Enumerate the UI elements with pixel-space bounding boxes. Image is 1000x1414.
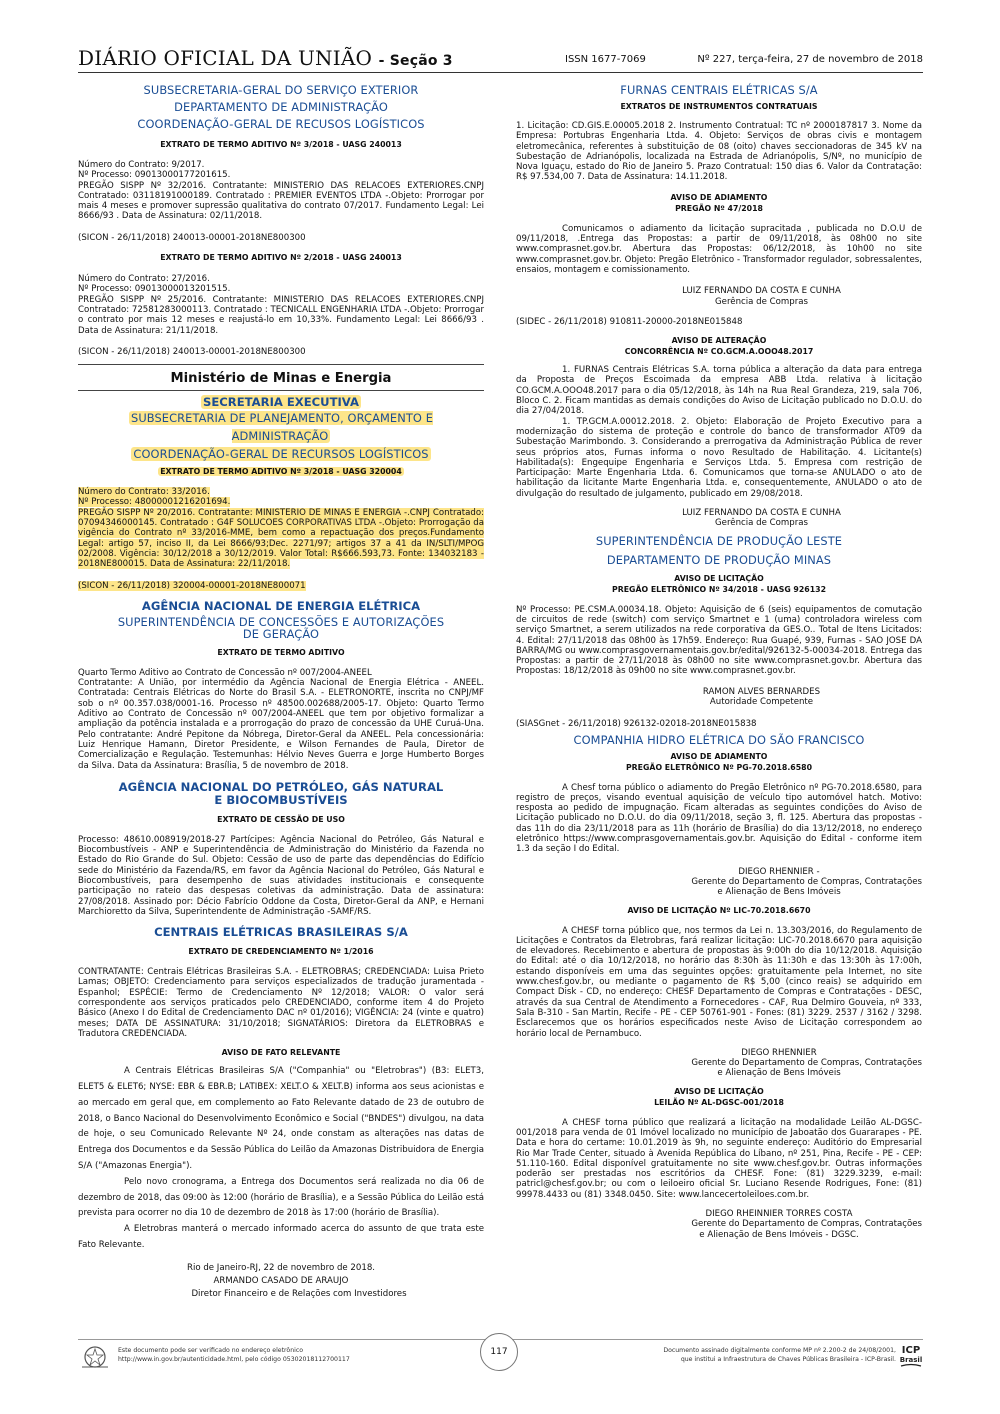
signatory-role: Gerente do Departamento de Compras, Contratações bbox=[691, 1058, 922, 1069]
notice-title: AVISO DE ADIAMENTO bbox=[670, 751, 768, 761]
section-label: - Seção 3 bbox=[378, 53, 453, 69]
agency-heading: AGÊNCIA NACIONAL DE ENERGIA ELÉTRICA bbox=[141, 598, 421, 613]
edition-date: Nº 227, terça-feira, 27 de novembro de 2018 bbox=[697, 54, 923, 65]
footer-signature-note bbox=[663, 1346, 896, 1364]
notice-subtitle: CONCORRÊNCIA Nº CO.GCM.A.OOO48.2017 bbox=[624, 347, 814, 357]
highlighted-heading: SECRETARIA EXECUTIVA bbox=[203, 395, 359, 410]
agency-heading: AGÊNCIA NACIONAL DO PETRÓLEO, GÁS NATURAL E BIOCOMBUSTÍVEIS bbox=[118, 779, 444, 807]
masthead bbox=[78, 44, 923, 74]
highlighted-heading: SUBSECRETARIA DE PLANEJAMENTO, ORÇAMENTO E ADMINISTRAÇÃO bbox=[130, 411, 433, 444]
section-heading: DEPARTAMENTO DE ADMINISTRAÇÃO bbox=[174, 100, 388, 114]
company-heading: CENTRAIS ELÉTRICAS BRASILEIRAS S/A bbox=[154, 925, 408, 940]
section-heading: SUPERINTENDÊNCIA DE CONCESSÕES E AUTORIZAÇÕES DE GERAÇÃO bbox=[117, 614, 445, 641]
section-heading: SUPERINTENDÊNCIA DE PRODUÇÃO LESTE bbox=[595, 533, 843, 548]
signatory: DIEGO RHENNIER bbox=[741, 1047, 817, 1058]
notice-title: AVISO DE LICITAÇÃO bbox=[674, 573, 764, 583]
icp-brasil-logo-icon bbox=[897, 1343, 925, 1369]
coat-of-arms-icon bbox=[79, 1345, 111, 1369]
signatory: RAMON ALVES BERNARDES bbox=[702, 686, 821, 697]
signatory-role: Diretor Financeiro e de Relações com Investidores bbox=[191, 1288, 407, 1299]
notice-body: A CHESF torna público que realizará a licitação na modalidade Leilão AL-DGSC-001/2018 para venda de 01 Imóvel localizado no município de Jaboatão dos Guararapes - PE. Data e hora do certame: 10.01.2019 às 9h, no seguinte endereço: Auditório do Empresarial Rio Mar Trade Center, situado à Avenida República do Líbano, nº 251, Pina, Recife - PE - CEP: 51.110-160. Edital disponível gratuitamente no site www.chesf.gov.br. Outras informações poderão ser prestadas nos escritórios da CHESF. Fone: (81) 3229.3239, e-mail: patricl@chesf.gov.br; ou com o leiloeiro oficial Sr. Luciano Resende Rodrigues, Fone: (81) 99978.4433 ou (81) 3348.0450. Site: www.lancecertoleiloes.com.br. bbox=[516, 1117, 922, 1200]
notice-title: EXTRATO DE CREDENCIAMENTO Nº 1/2016 bbox=[188, 947, 374, 957]
notice-code: (SICON - 26/11/2018) 240013-00001-2018NE800300 bbox=[78, 232, 306, 243]
company-heading: COMPANHIA HIDRO ELÉTRICA DO SÃO FRANCISCO bbox=[573, 732, 865, 747]
svg-text:Brasil: Brasil bbox=[899, 1356, 923, 1364]
notice-paragraph: A Centrais Elétricas Brasileiras S/A ("Companhia" ou "Eletrobras") (B3: ELET3, ELET5 & ELET6; NYSE: EBR & EBR.B; LATIBEX: XELT.O & XELT.B) informa aos seus acionistas e ao mercado em geral que, em complemento ao Fato Relevante datado de 23 de outubro de 2018, o Banco Nacional do Desenvolvimento Econômico e Social ("BNDES") divulgou, na data de hoje, o seu Comunicado Relevante Nº 24, onde constam as alterações nas datas de Entrega dos Documentos e da Sessão Pública do Leilão da Amazonas Distribuidora de Energia S/A ("Amazonas Energia"). bbox=[78, 1066, 484, 1172]
left-column bbox=[78, 82, 484, 1301]
signatory-role: e Alienação de Bens Imóveis - DGSC. bbox=[699, 1229, 859, 1240]
notice-code: (SIDEC - 26/11/2018) 910811-20000-2018NE015848 bbox=[516, 316, 743, 327]
notice-title: EXTRATO DE TERMO ADITIVO bbox=[217, 647, 345, 657]
notice-title: AVISO DE LICITAÇÃO bbox=[674, 1086, 764, 1096]
highlighted-notice-title: EXTRATO DE TERMO ADITIVO Nº 3/2018 - UASG 320004 bbox=[160, 467, 402, 477]
section-heading: DEPARTAMENTO DE PRODUÇÃO MINAS bbox=[606, 552, 832, 567]
footer-line: Este documento pode ser verificado no endereço eletrônico bbox=[118, 1347, 304, 1354]
section-heading: SUBSECRETARIA-GERAL DO SERVIÇO EXTERIOR bbox=[143, 83, 419, 97]
highlighted-notice-body: Número do Contrato: 33/2016. Nº Processo: 48000001216201694. PREGÃO SISPP Nº 20/2016. Contratante: MINISTERIO DE MINAS E ENERGIA -.CNPJ Contratado: 07094346000145. Contratado : G4F SOLUCOES CORPORATIVAS LTDA -.Objeto: Prorrogação da vigência do Contrato nº 33/2016-MME, bem como a repactuação dos preços.Fundamento Legal: artigo 57, inciso II, da Lei 8666/93;Dec. 2271/97; artigos 37 a 41 da IN/SLTI/MPOG 02/2008. Vigência: 30/12/2018 a 30/12/2019. Valor Total: R$666.593,73. Fonte: 134032183 - 2018NE800015. Data de Assinatura: 22/11/2018. bbox=[78, 487, 484, 570]
signatory: DIEGO RHEINNIER TORRES COSTA bbox=[705, 1209, 853, 1220]
signatory-role: Gerente do Departamento de Compras, Contratações bbox=[691, 1219, 922, 1230]
notice-body: 1. Licitação: CD.GIS.E.00005.2018 2. Instrumento Contratual: TC nº 2000187817 3. Nome da Empresa: Portubras Engenharia Ltda. 4. Objeto: Serviços de obras civis e montagem eletromecânica, referentes à substituição de 08 (oito) chaves seccionadoras de 345 kV na Subestação de Adrianópolis, localizada na Estrada de Adrianópolis, S/Nº, no município de Nova Iguaçu, estado do Rio de Janeiro 5. Prazo Contratual: 150 dias 6. Valor da Contratação: R$ 97.534,00 7. Data de Assinatura: 14.11.2018. bbox=[516, 121, 922, 183]
notice-body: Quarto Termo Aditivo ao Contrato de Concessão nº 007/2004-ANEEL Contratante: A União, por intermédio da Agência Nacional de Energia Elétrica - ANEEL. Contratada: Centrais Elétricas do Norte do Brasil S.A. - ELETRONORTE, inscrita no CNPJ/MF sob o nº 00.357.038/0001-16. Processo nº 48500.002688/2005-17. Objeto: Quarto Termo Aditivo ao Contrato de Concessão nº 007/2004-ANEEL que tem por objetivo formalizar a ampliação da potência instalada e a prorrogação do prazo de concessão da UHE Curuá-Una. Pelo contratante: André Pepitone da Nóbrega, Diretor-Geral da ANEEL. Pela concessionária: Luiz Henrique Hamann, Diretor Presidente, e Wilson Fernandes de Paula, Diretor de Comercialização e Regulação. Testemunhas: Hélvio Neves Guerra e Jorge Humberto Borges da Silva. Data da Assinatura: Brasília, 5 de novembro de 2018. bbox=[78, 667, 484, 771]
signatory-role: e Alienação de Bens Imóveis bbox=[717, 1068, 841, 1079]
page-number: 117 bbox=[480, 1333, 518, 1371]
notice-body: Processo: 48610.008919/2018-27 Partícipes: Agência Nacional do Petróleo, Gás Natural e Biocombustíveis - ANP e Superintendência de Administração do Ministério da Fazenda no Estado do Rio Grande do Sul. Objeto: Cessão de uso de parte das dependências do Edifício sede do Ministério da Fazenda/RS, em favor da Agência Nacional do Petróleo, Gás Natural e Biocombustíveis, para desempenho de suas atividades institucionais e consequente participação no rateio das despesas coletivas da administração. Data de assinatura: 27/08/2018. Assinado por: Décio Fabrício Oddone da Costa, Diretor-Geral da ANP, e Hernani Marchioretto da Silva, Superintendente de Administração -SAMF/RS. bbox=[78, 834, 484, 917]
highlighted-heading: COORDENAÇÃO-GERAL DE RECURSOS LOGÍSTICOS bbox=[133, 447, 429, 462]
notice-title: EXTRATO DE CESSÃO DE USO bbox=[217, 814, 345, 824]
footer-verification bbox=[118, 1346, 350, 1364]
notice-title: EXTRATO DE TERMO ADITIVO Nº 3/2018 - UASG 240013 bbox=[160, 140, 402, 149]
notice-body: Número do Contrato: 9/2017. Nº Processo: 09013000177201615. PREGÃO SISPP Nº 32/2016. Contratante: MINISTERIO DAS RELACOES EXTERIORES.CNPJ Contratado: 03118191000189. Contratado : PREMIER EVENTOS LTDA -.Objeto: Prorrogar por mais 4 meses e promover supressão qualitativa do contrato 07/2017. Fundamento Legal: Lei 8666/93 . Data de Assinatura: 02/11/2018. bbox=[78, 160, 484, 222]
notice-paragraph: Pelo novo cronograma, a Entrega dos Documentos será realizada no dia 06 de dezembro de 2018, das 09:00 às 12:00 (horário de Brasília), e a Sessão Pública do Leilão está prevista para ocorrer no dia 10 de dezembro de 2018 às 17:00 (horário de Brasília). bbox=[78, 1176, 484, 1219]
notice-paragraph: A Eletrobras manterá o mercado informado acerca do assunto de que trata este Fato Relevante. bbox=[78, 1224, 484, 1251]
notice-code: (SIASGnet - 26/11/2018) 926132-02018-2018NE015838 bbox=[516, 719, 757, 730]
notice-code: (SICON - 26/11/2018) 240013-00001-2018NE800300 bbox=[78, 346, 306, 357]
masthead-rule bbox=[78, 72, 923, 73]
notice-subtitle: PREGÃO Nº 47/2018 bbox=[675, 203, 763, 213]
notice-body: Nº Processo: PE.CSM.A.00034.18. Objeto: Aquisição de 6 (seis) equipamentos de comutação de circuitos de rede (switch) com serviço Smartnet e 1 (uma) controladora wireless com serviço Smartnet, a serem utilizados na rede corporativa da GES.O.. Total de Itens Licitados: 4. Edital: 27/11/2018 das 08h00 às 17h59. Endereço: Rua Guapé, 939, Furnas - SAO JOSE DA BARRA/MG ou www.comprasgovernamentais.gov.br/edital/926132-5-00034-2018. Entrega das Propostas: a partir de 27/11/2018 às 08h00 no site www.comprasnet.gov.br. Abertura das Propostas: 18/12/2018 às 09h00 no site www.comprasnet.gov.br. bbox=[516, 604, 922, 677]
notice-subtitle: LEILÃO Nº AL-DGSC-001/2018 bbox=[654, 1097, 784, 1107]
highlighted-notice-code: (SICON - 26/11/2018) 320004-00001-2018NE800071 bbox=[78, 580, 306, 591]
notice-subtitle: PREGÃO ELETRÔNICO Nº 34/2018 - UASG 926132 bbox=[612, 584, 826, 594]
notice-date: Rio de Janeiro-RJ, 22 de novembro de 2018. bbox=[186, 1262, 376, 1273]
notice-body: Número do Contrato: 27/2016. Nº Processo: 09013000013201515. PREGÃO SISPP Nº 25/2016. Contratante: MINISTERIO DAS RELACOES EXTERIORES.CNPJ Contratado: 72581283000113. Contratado : TECNICALL ENGENHARIA LTDA -.Objeto: Prorrogar o contrato por mais 12 meses e reajustá-lo em 10,33%. Fundamento Legal: Lei 8666/93 . Data de Assinatura: 21/11/2018. bbox=[78, 274, 484, 336]
notice-body: A CHESF torna público que, nos termos da Lei n. 13.303/2016, do Regulamento de Licitações e Contratos da Eletrobras, fará realizar licitação: LIC-70.2018.6670 para aquisição de elevadores. Recebimento e abertura de propostas às 9:00h do dia 10/12/2018. Aquisição do Edital: até o dia 10/12/2018, no horário das 8:30h às 11:30h e das 13:30h às 17:00h, estando disponíveis em uma das seguintes opções: gratuitamente pela Internet, no site www.chesf.gov.br, ou mediante o pagamento de R$ 5,00 (cinco reais) se adquirido em Compact Disk - CD, no endereço: CHESF Departamento de Compras e Contratações - DESC, através da sua Central de Atendimento a Fornecedores - CAF, Rua Delmiro Gouveia, nº 333, Sala B-310 - San Martin, Recife - PE - CEP 50761-901 - Fones: (81) 3229. 2537 / 3162 / 3298. Esclarecemos que os horários especificados neste Aviso de Licitação correspondem ao horário local de Pernambuco. bbox=[516, 925, 922, 1039]
right-column bbox=[516, 82, 922, 1240]
signatory: LUIZ FERNANDO DA COSTA E CUNHA bbox=[682, 508, 841, 519]
title-text: DIÁRIO OFICIAL DA UNIÃO bbox=[78, 46, 373, 70]
signatory-role: Autoridade Competente bbox=[709, 696, 814, 707]
signatory-role: Gerência de Compras bbox=[715, 518, 808, 529]
notice-body: Comunicamos o adiamento da licitação supracitada , publicada no D.O.U de 09/11/2018, .Entrega das Propostas: a partir de 09/11/2018, às 08h00 no site www.comprasnet.gov.br. Abertura das Propostas: 06/12/2018, às 10h00 no site www.comprasnet.gov.br. Objeto: Pregão Eletrônico - Transformador regulador, sobressalentes, ensaios, montagem e comissionamento. bbox=[516, 223, 922, 275]
notice-paragraph: 1. FURNAS Centrais Elétricas S.A. torna pública a alteração da data para entrega da Proposta de Preços Escoimada da empresa ABB Ltda. relativa à licitação CO.GCM.A.OOO48.2017 para o dia 05/12/2018, às 14h na Rua Real Grandeza, 219, sala 706, Bloco C. 2. Ficam mantidas as demais condições do Aviso de Licitação publicado no D.O.U. do dia 27/04/2018. bbox=[516, 365, 922, 417]
company-heading: FURNAS CENTRAIS ELÉTRICAS S/A bbox=[620, 83, 818, 97]
signatory-role: Gerência de Compras bbox=[715, 296, 808, 307]
notice-title: AVISO DE LICITAÇÃO Nº LIC-70.2018.6670 bbox=[627, 905, 811, 915]
footer-line[interactable]: http://www.in.gov.br/autenticidade.html, pelo código 05302018112700117 bbox=[118, 1356, 350, 1363]
notice-subtitle: PREGÃO ELETRÔNICO Nº PG-70.2018.6580 bbox=[625, 762, 813, 772]
signatory: ARMANDO CASADO DE ARAUJO bbox=[213, 1275, 349, 1286]
notice-title: AVISO DE ALTERAÇÃO bbox=[671, 336, 767, 346]
notice-title: EXTRATOS DE INSTRUMENTOS CONTRATUAIS bbox=[620, 102, 818, 111]
notice-body: A Chesf torna público o adiamento do Pregão Eletrônico nº PG-70.2018.6580, para registro de preços, visando eventual aquisição de veículo tipo automóvel hatch. Motivo: resposta ao pedido de impugnação. Ficam alteradas as seguintes condições do Aviso de Licitação publicado no D.O.U. do dia 09/11/2018, seção 3, fl. 125. Abertura das propostas - das 11h do dia 23/11/2018 para as 11h (horário de Brasília) do dia 13/12/2018, no endereço eletrônico https://www.comprasgovernamentais.gov.br. Aquisição do Edital - conforme item 1.3 da seção I do Edital. bbox=[516, 782, 922, 855]
notice-title: AVISO DE ADIAMENTO bbox=[670, 192, 768, 202]
notice-paragraph: 1. TP.GCM.A.00012.2018. 2. Objeto: Elaboração de Projeto Executivo para a modernização do sistema de proteção e controle do banco de transformador AT09 da Subestação Marimbondo. 3. Considerando a prerrogativa da Administração Pública de rever seus próprios atos, Furnas informa o novo Resultado de Habilitação. 4. Licitante(s) Habilitada(s): Engequipe Engenharia e Serviços Ltda. 5. Empresa com restrição de Participação: Marte Engenharia Ltda. 6. Comunicamos que torna-se ANULADO o ato de habilitação da licitante Marte Engenharia Ltda. e, consequentemente, ANULADO o ato de divulgação do resultado de julgamento, publicado em 29/08/2018. bbox=[516, 416, 922, 499]
signatory-role: e Alienação de Bens Imóveis bbox=[717, 887, 841, 898]
issn: ISSN 1677-7069 bbox=[565, 54, 646, 65]
footer-line: que institui a Infraestrutura de Chaves Públicas Brasileira - ICP-Brasil. bbox=[680, 1356, 896, 1363]
signatory: LUIZ FERNANDO DA COSTA E CUNHA bbox=[682, 286, 841, 297]
newspaper-title bbox=[78, 46, 453, 70]
svg-text:ICP: ICP bbox=[901, 1345, 921, 1356]
footer-line: Documento assinado digitalmente conforme MP nº 2.200-2 de 24/08/2001, bbox=[663, 1347, 896, 1354]
signatory: DIEGO RHENNIER - bbox=[738, 866, 820, 877]
ministry-heading: Ministério de Minas e Energia bbox=[78, 364, 484, 391]
notice-title: EXTRATO DE TERMO ADITIVO Nº 2/2018 - UASG 240013 bbox=[160, 253, 402, 263]
notice-body: CONTRATANTE: Centrais Elétricas Brasileiras S.A. - ELETROBRAS; CREDENCIADA: Luisa Prieto Lamas; OBJETO: Credenciamento para serviços especializados de tradução juramentada - Espanhol; ESPÉCIE: Termo de Credenciamento Nº 12/2018; VALOR: O valor será correspondente aos serviços praticados pelo CREDENCIADO, conforme item 4 do Projeto Básico (Anexo I do Edital de Credenciamento DAC nº 01/2016); VIGÊNCIA: 24 (vinte e quatro) meses; DATA DE ASSINATURA: 31/10/2018; SIGNATÁRIOS: Diretora da ELETROBRAS e Tradutora CREDENCIADA. bbox=[78, 967, 484, 1039]
section-heading: COORDENAÇÃO-GERAL DE RECUSOS LOGÍSTICOS bbox=[137, 117, 425, 131]
notice-title: AVISO DE FATO RELEVANTE bbox=[221, 1048, 341, 1058]
signatory-role: Gerente do Departamento de Compras, Contratações bbox=[691, 876, 922, 887]
